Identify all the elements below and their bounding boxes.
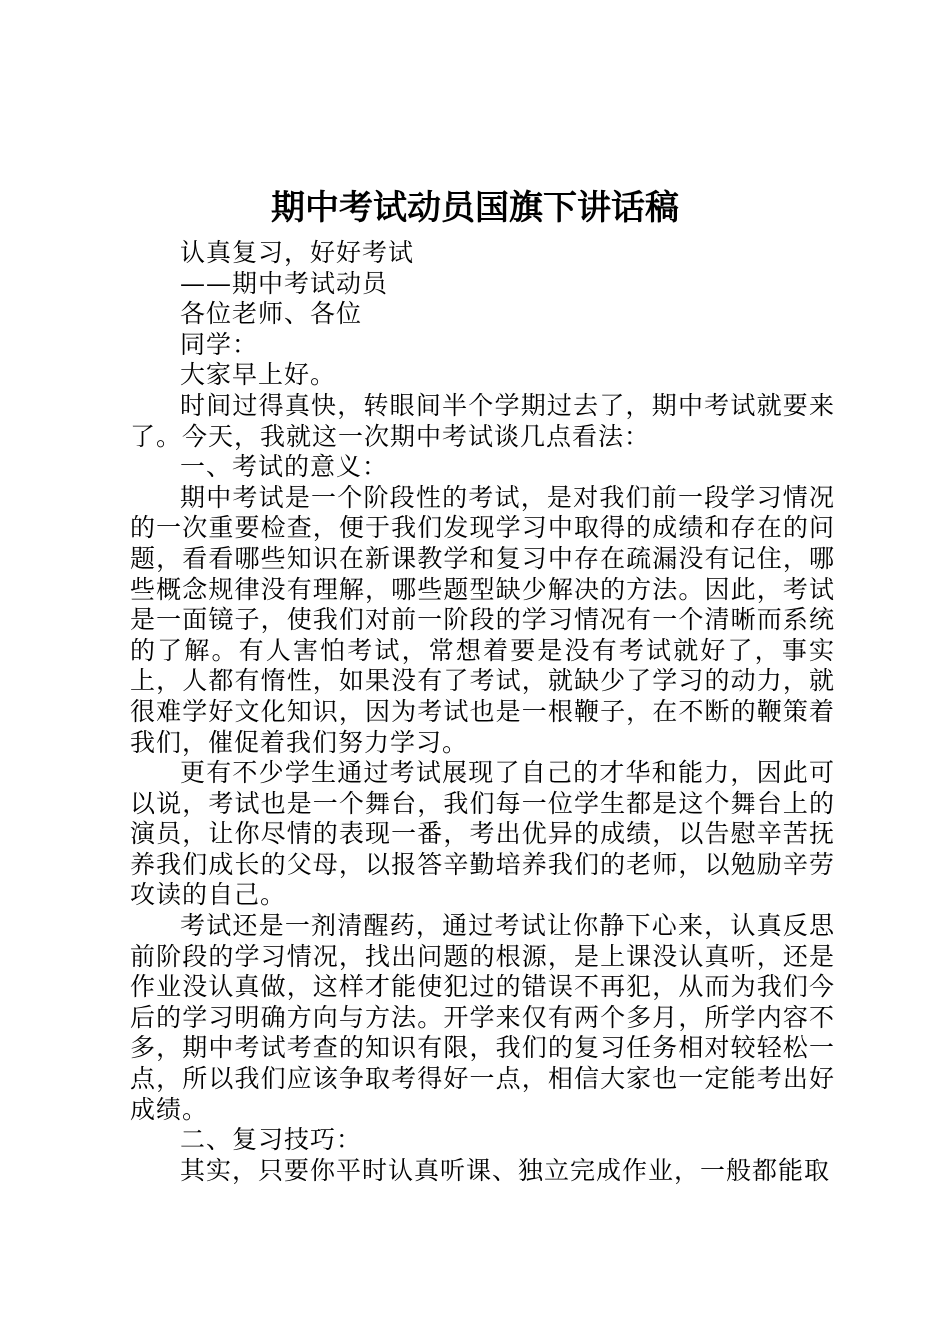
greeting: 大家早上好。 xyxy=(180,360,337,390)
body-paragraph: 更有不少学生通过考试展现了自己的才华和能力，因此可以说，考试也是一个舞台，我们每一位学生都是这个舞台上的演员，让你尽情的表现一番，考出优异的成绩，以告慰辛苦抚养我们成长的父母，以报答辛勤培养我们的老师，以勉励辛劳攻读的自己。 xyxy=(130,758,835,910)
body-paragraph: 时间过得真快，转眼间半个学期过去了，期中考试就要来了。今天，我就这一次期中考试谈几点看法： xyxy=(130,390,835,451)
salutation-line: 各位老师、各位 xyxy=(180,299,363,329)
body-paragraph: 考试还是一剂清醒药，通过考试让你静下心来，认真反思前阶段的学习情况，找出问题的根源，是上课没认真听，还是作业没认真做，这样才能使犯过的错误不再犯，从而为我们今后的学习明确方向与方法。开学来仅有两个多月，所学内容不多，期中考试考查的知识有限，我们的复习任务相对较轻松一点，所以我们应该争取考得好一点，相信大家也一定能考出好成绩。 xyxy=(130,911,835,1124)
speech-subheading: ——期中考试动员 xyxy=(180,268,389,298)
document-title: 期中考试动员国旗下讲话稿 xyxy=(271,188,679,228)
section-heading: 二、复习技巧： xyxy=(180,1125,363,1155)
section-heading: 一、考试的意义： xyxy=(180,452,389,482)
document-body xyxy=(130,238,835,1186)
salutation-line: 同学： xyxy=(180,329,259,359)
body-paragraph: 期中考试是一个阶段性的考试，是对我们前一段学习情况的一次重要检查，便于我们发现学习中取得的成绩和存在的问题，看看哪些知识在新课教学和复习中存在疏漏没有记住，哪些概念规律没有理解，哪些题型缺少解决的方法。因此，考试是一面镜子，使我们对前一阶段的学习情况有一个清晰而系统的了解。有人害怕考试，常想着要是没有考试就好了，事实上，人都有惰性，如果没有了考试，就缺少了学习的动力，就很难学好文化知识，因为考试也是一根鞭子，在不断的鞭策着我们，催促着我们努力学习。 xyxy=(130,482,835,757)
speech-heading: 认真复习，好好考试 xyxy=(180,238,415,267)
body-paragraph: 其实，只要你平时认真听课、独立完成作业，一般都能取 xyxy=(180,1155,831,1185)
